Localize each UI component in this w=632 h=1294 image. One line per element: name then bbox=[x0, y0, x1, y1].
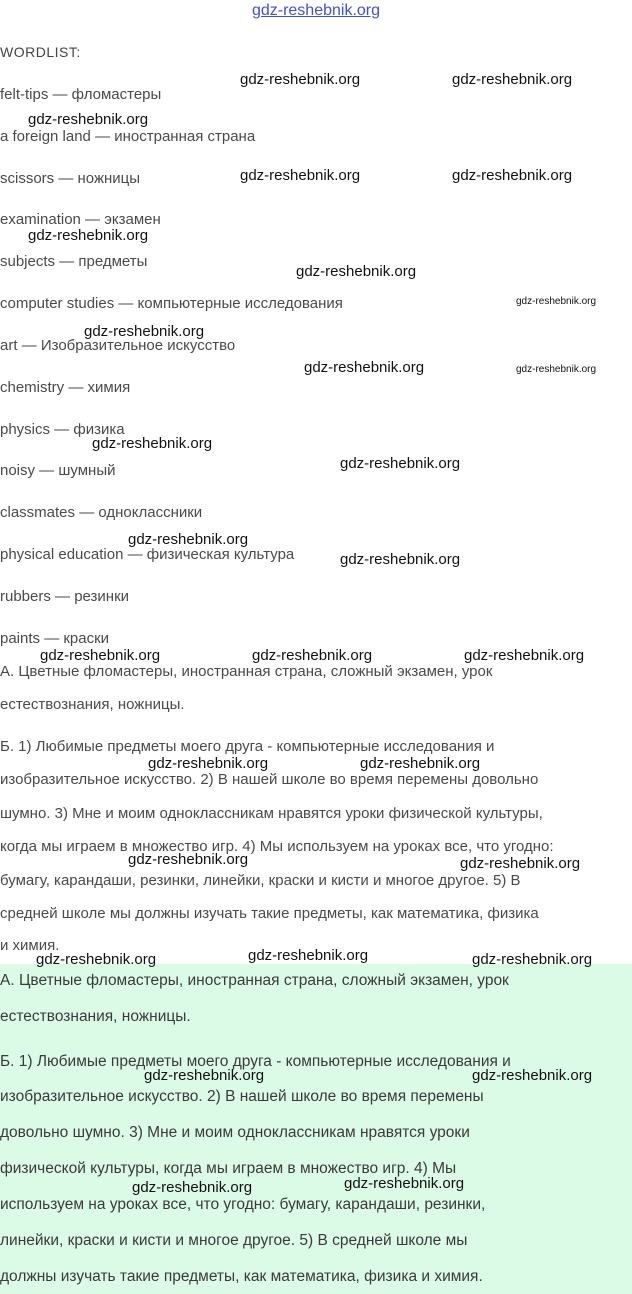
watermark: gdz-reshebnik.org bbox=[344, 1175, 465, 1192]
watermark: gdz-reshebnik.org bbox=[40, 647, 161, 664]
answer-line-highlighted: используем на уроках все, что угодно: бумагу, карандаши, резинки, bbox=[0, 1196, 486, 1213]
wordlist-item: noisy — шумный bbox=[0, 462, 116, 479]
answer-line: А. Цветные фломастеры, иностранная страна, сложный экзамен, урок bbox=[0, 663, 493, 680]
answer-line: бумагу, карандаши, резинки, линейки, краски и кисти и многое другое. 5) В bbox=[0, 872, 521, 889]
wordlist-item: examination — экзамен bbox=[0, 211, 161, 228]
watermark: gdz-reshebnik.org bbox=[472, 951, 593, 968]
wordlist-item: rubbers — резинки bbox=[0, 588, 130, 605]
watermark: gdz-reshebnik.org bbox=[240, 167, 361, 184]
watermark: gdz-reshebnik.org bbox=[516, 296, 597, 307]
answer-line-highlighted: А. Цветные фломастеры, иностранная страна, сложный экзамен, урок bbox=[0, 972, 509, 989]
watermark: gdz-reshebnik.org bbox=[464, 647, 585, 664]
answer-line: естествознания, ножницы. bbox=[0, 696, 185, 713]
wordlist-item: classmates — одноклассники bbox=[0, 504, 203, 521]
answer-line-highlighted: Б. 1) Любимые предметы моего друга - компьютерные исследования и bbox=[0, 1053, 511, 1070]
answer-line: когда мы играем в множество игр. 4) Мы используем на уроках все, что угодно: bbox=[0, 838, 554, 855]
watermark: gdz-reshebnik.org bbox=[516, 364, 597, 375]
wordlist-item: art — Изобразительное искусство bbox=[0, 337, 236, 354]
wordlist-item: a foreign land — иностранная страна bbox=[0, 128, 256, 145]
wordlist-item: computer studies — компьютерные исследования bbox=[0, 295, 343, 312]
watermark: gdz-reshebnik.org bbox=[472, 1067, 593, 1084]
watermark: gdz-reshebnik.org bbox=[28, 227, 149, 244]
answer-line-highlighted: должны изучать такие предметы, как математика, физика и химия. bbox=[0, 1268, 483, 1285]
watermark: gdz-reshebnik.org bbox=[84, 323, 205, 340]
answer-line-highlighted: линейки, краски и кисти и многое другое. 5) В средней школе мы bbox=[0, 1232, 468, 1249]
answer-line-highlighted: физической культуры, когда мы играем в множество игр. 4) Мы bbox=[0, 1160, 457, 1177]
wordlist-item: felt-tips — фломастеры bbox=[0, 86, 162, 103]
wordlist-item: scissors — ножницы bbox=[0, 170, 141, 187]
answer-line: средней школе мы должны изучать такие предметы, как математика, физика bbox=[0, 905, 539, 922]
wordlist-heading: WORDLIST: bbox=[0, 44, 81, 60]
wordlist-item: physical education — физическая культура bbox=[0, 546, 295, 563]
wordlist-item: physics — физика bbox=[0, 421, 125, 438]
watermark: gdz-reshebnik.org bbox=[240, 71, 361, 88]
answer-line: изобразительное искусство. 2) В нашей школе во время перемены довольно bbox=[0, 771, 539, 788]
answer-line: шумно. 3) Мне и моим одноклассникам нравятся уроки физической культуры, bbox=[0, 805, 543, 822]
site-link[interactable]: gdz-reshebnik.org bbox=[251, 2, 381, 19]
watermark: gdz-reshebnik.org bbox=[452, 71, 573, 88]
wordlist-item: chemistry — химия bbox=[0, 379, 131, 396]
watermark: gdz-reshebnik.org bbox=[132, 1179, 253, 1196]
watermark: gdz-reshebnik.org bbox=[128, 851, 249, 868]
watermark: gdz-reshebnik.org bbox=[92, 435, 213, 452]
wordlist-item: subjects — предметы bbox=[0, 253, 148, 270]
answer-line-highlighted: изобразительное искусство. 2) В нашей школе во время перемены bbox=[0, 1088, 484, 1105]
answer-line: и химия. bbox=[0, 937, 60, 954]
watermark: gdz-reshebnik.org bbox=[252, 647, 373, 664]
answer-line-highlighted: естествознания, ножницы. bbox=[0, 1008, 191, 1025]
watermark: gdz-reshebnik.org bbox=[452, 167, 573, 184]
answer-line: Б. 1) Любимые предметы моего друга - компьютерные исследования и bbox=[0, 738, 495, 755]
watermark: gdz-reshebnik.org bbox=[340, 551, 461, 568]
answer-line-highlighted: довольно шумно. 3) Мне и моим одноклассникам нравятся уроки bbox=[0, 1124, 470, 1141]
watermark: gdz-reshebnik.org bbox=[144, 1067, 265, 1084]
watermark: gdz-reshebnik.org bbox=[304, 359, 425, 376]
watermark: gdz-reshebnik.org bbox=[128, 531, 249, 548]
watermark: gdz-reshebnik.org bbox=[28, 111, 149, 128]
watermark: gdz-reshebnik.org bbox=[148, 755, 269, 772]
watermark: gdz-reshebnik.org bbox=[248, 947, 369, 964]
watermark: gdz-reshebnik.org bbox=[360, 755, 481, 772]
watermark: gdz-reshebnik.org bbox=[36, 951, 157, 968]
wordlist-item: paints — краски bbox=[0, 630, 110, 647]
watermark: gdz-reshebnik.org bbox=[460, 855, 581, 872]
watermark: gdz-reshebnik.org bbox=[296, 263, 417, 280]
watermark: gdz-reshebnik.org bbox=[340, 455, 461, 472]
